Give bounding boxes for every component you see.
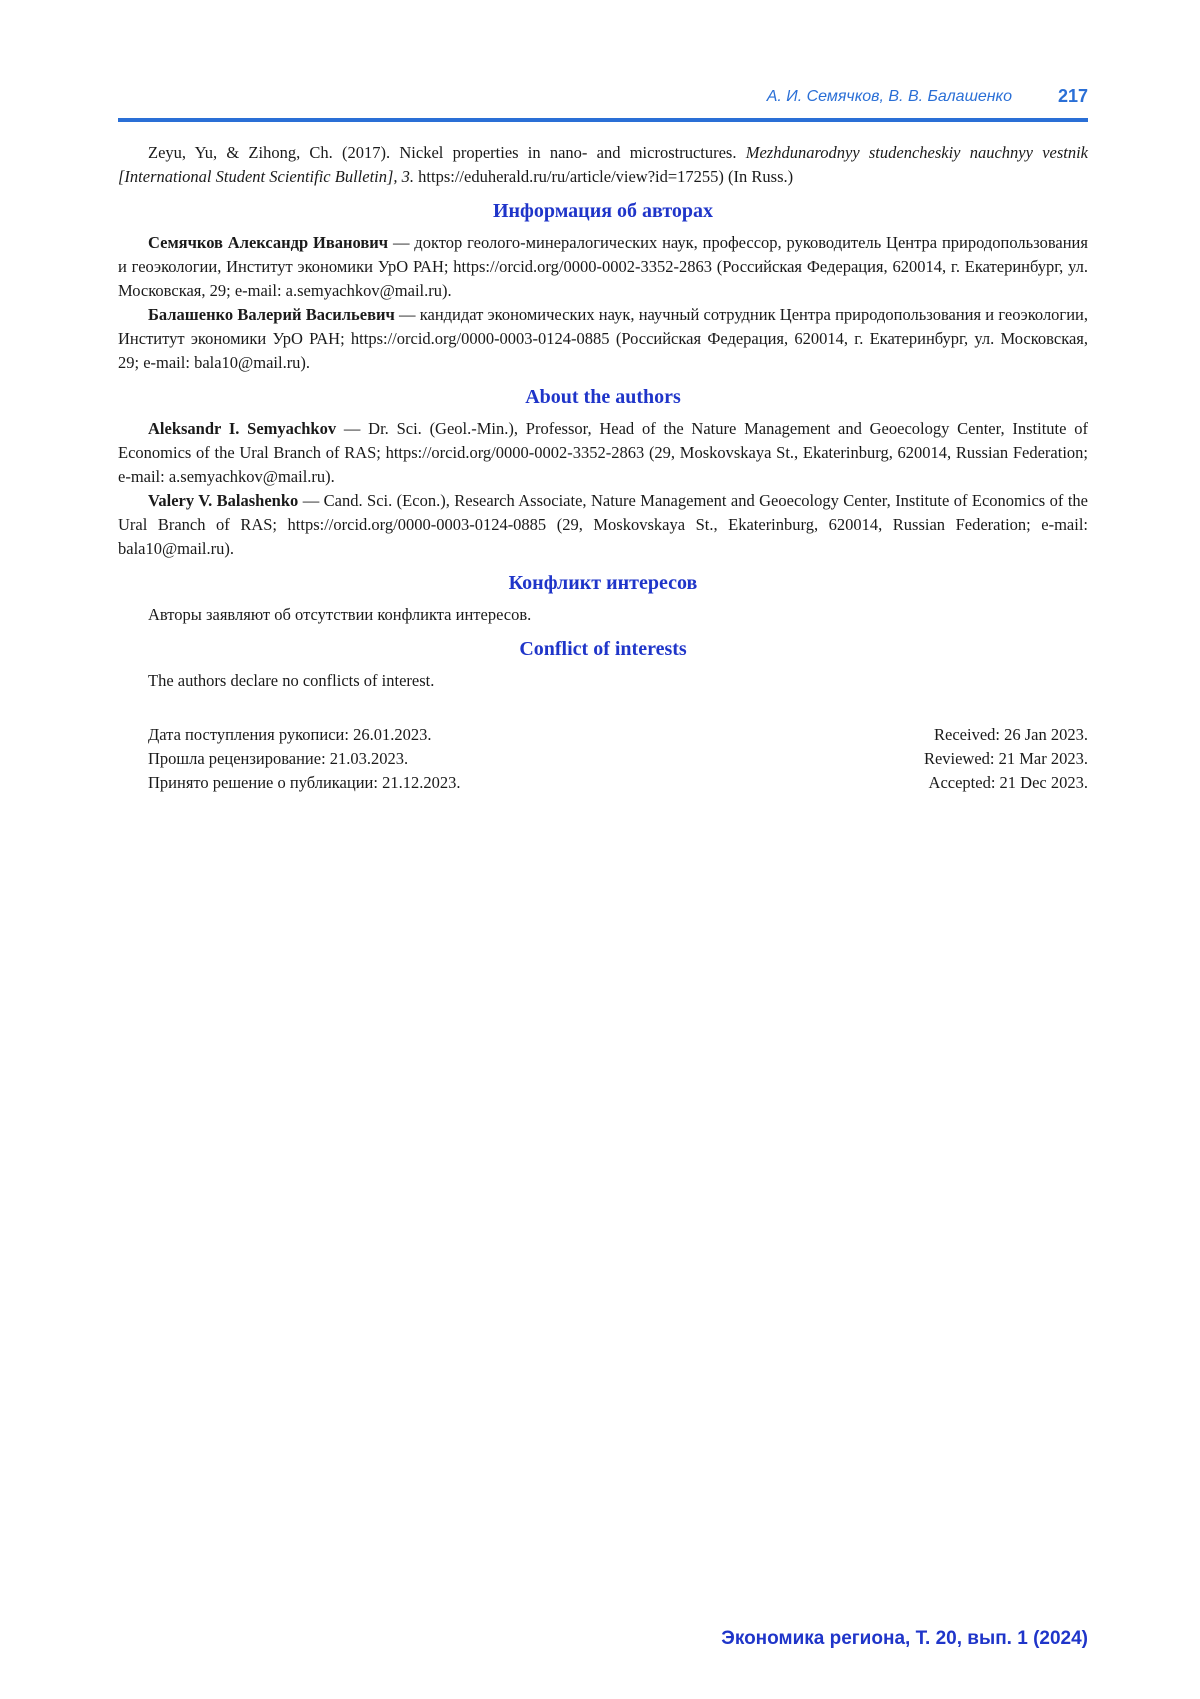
author-entry-en-1 [118,417,1088,489]
dates-en [924,723,1088,795]
author-entry-ru-2 [118,303,1088,375]
journal-footer: Экономика региона, Т. 20, вып. 1 (2024) [721,1628,1088,1649]
author-bio: — кандидат экономических наук, научный сотрудник Центра природопользования и геоэкологии, Институт экономики УрО РАН; https://orcid.org/0000-0003-0124-0885 (Российская Федерация, 620014, г. Екатеринбург, ул. Московская, 29; e-mail: bala10@mail.ru). [118,305,1088,372]
accepted-date-ru: Принято решение о публикации: 21.12.2023. [148,773,461,792]
running-header [118,84,1088,122]
reference-text-end: https://eduherald.ru/ru/article/view?id=17255) (In Russ.) [414,167,794,186]
reviewed-date-en: Reviewed: 21 Mar 2023. [923,749,1088,768]
header-authors: А. И. Семячков, В. В. Балашенко [766,88,1012,105]
page-number: 217 [1057,86,1088,106]
reference-entry [118,141,1088,189]
reviewed-date-ru: Прошла рецензирование: 21.03.2023. [148,749,409,768]
page-content [118,141,1088,795]
section-title-conflict-ru: Конфликт интересов [508,572,698,594]
conflict-text-ru: Авторы заявляют об отсутствии конфликта интересов. [148,605,532,624]
conflict-text-en: The authors declare no conflicts of interest. [148,671,435,690]
section-title-info-ru: Информация об авторах [492,200,714,222]
author-bio: — Cand. Sci. (Econ.), Research Associate, Nature Management and Geoecology Center, Institute of Economics of the Ural Branch of RAS; https://orcid.org/0000-0003-0124-0885 (29, Moskovskaya St., Ekaterinburg, 620014, Russian Federation; e-mail: bala10@mail.ru). [118,491,1088,558]
accepted-date-en: Accepted: 21 Dec 2023. [928,773,1088,792]
dates-ru [148,723,460,795]
author-name: Балашенко Валерий Васильевич [148,305,395,324]
received-date-en: Received: 26 Jan 2023. [934,725,1088,744]
received-date-ru: Дата поступления рукописи: 26.01.2023. [148,725,432,744]
section-title-conflict-en: Conflict of interests [519,638,687,660]
author-name: Valery V. Balashenko [148,491,299,510]
section-title-info-en: About the authors [525,386,681,408]
author-entry-en-2 [118,489,1088,561]
author-entry-ru-1 [118,231,1088,303]
author-name: Семячков Александр Иванович [148,233,389,252]
reference-italic: Mezhdunarodnyy studencheskiy nauchnyy vestnik [International Student Scientific Bulletin], 3. [118,143,1088,186]
author-name: Aleksandr I. Semyachkov [148,419,337,438]
author-bio: — Dr. Sci. (Geol.-Min.), Professor, Head of the Nature Management and Geoecology Center, Institute of Economics of the Ural Branch of RAS; https://orcid.org/0000-0002-3352-2863 (29, Moskovskaya St., Ekaterinburg, 620014, Russian Federation; e-mail: a.semyachkov@mail.ru). [118,419,1088,486]
author-bio: — доктор геолого-минералогических наук, профессор, руководитель Центра природопользования и геоэкологии, Институт экономики УрО РАН; https://orcid.org/0000-0002-3352-2863 (Российская Федерация, 620014, г. Екатеринбург, ул. Московская, 29; e-mail: a.semyachkov@mail.ru). [118,233,1088,300]
dates-block [118,723,1088,795]
reference-text-start: Zeyu, Yu, & Zihong, Ch. (2017). Nickel properties in nano- and microstructures. [148,143,746,162]
